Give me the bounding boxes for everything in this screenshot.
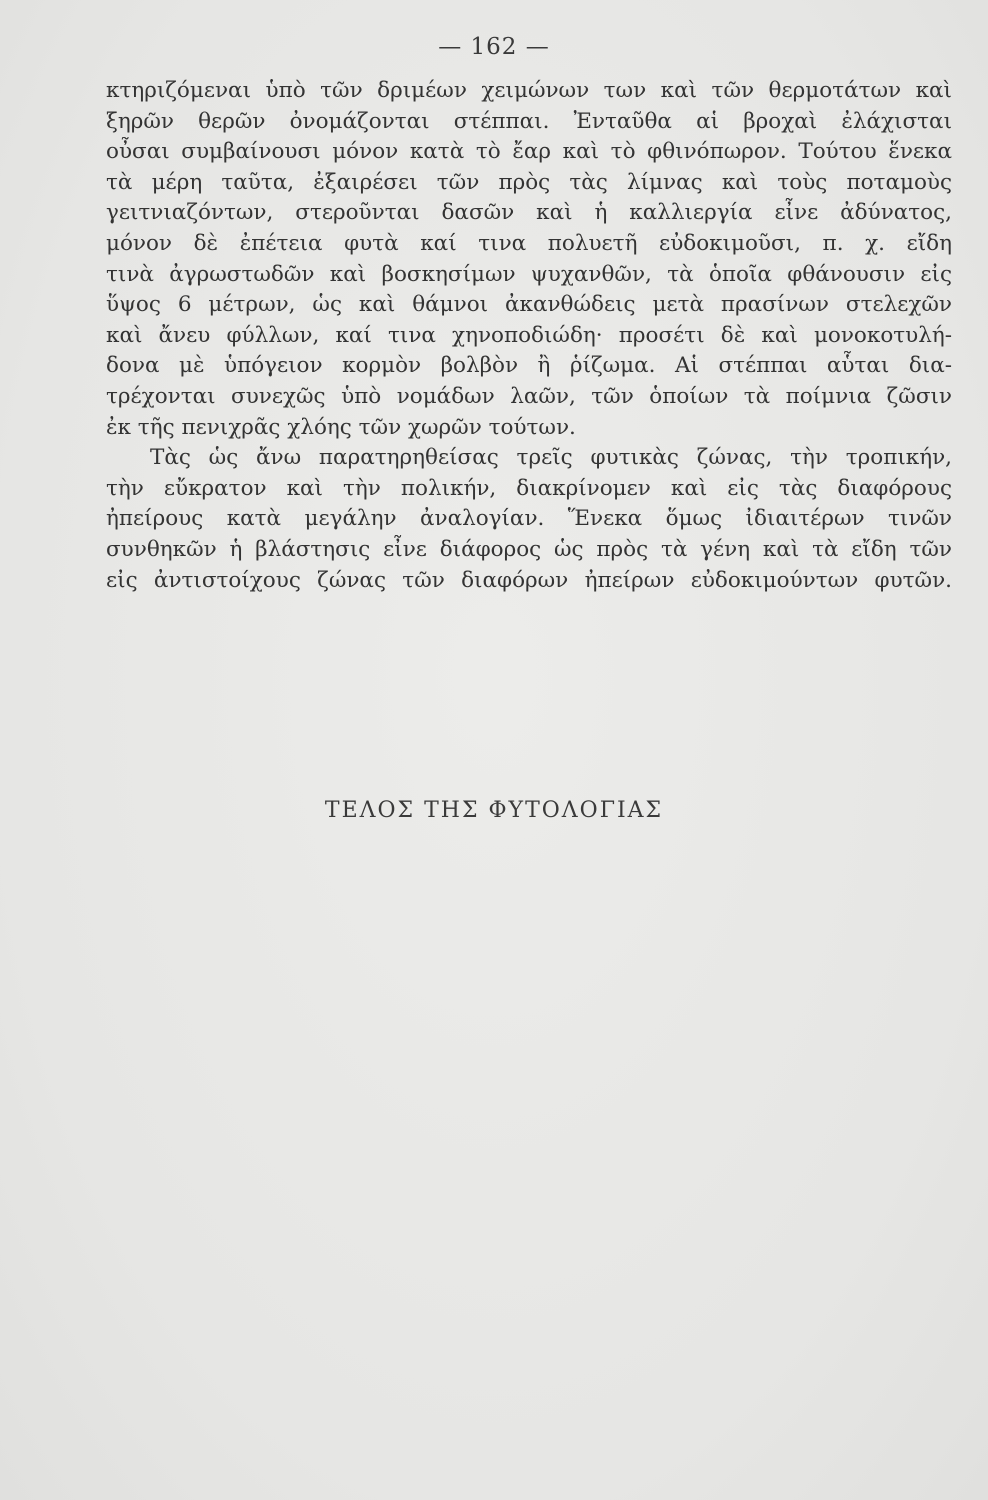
text-line: τὰ μέρη ταῦτα, ἐξαιρέσει τῶν πρὸς τὰς λίμνας καὶ τοὺς ποταμοὺς xyxy=(106,169,952,195)
text-line: ἐκ τῆς πενιχρᾶς χλόης τῶν χωρῶν τούτων. xyxy=(106,414,576,440)
text-line: τινὰ ἀγρωστωδῶν καὶ βοσκησίμων ψυχανθῶν, τὰ ὁποῖα φθάνουσιν εἰς xyxy=(106,261,952,287)
text-line: οὖσαι συμβαίνουσι μόνον κατὰ τὸ ἔαρ καὶ τὸ φθινόπωρον. Τούτου ἕνεκα xyxy=(106,139,952,165)
text-line: τὴν εὔκρατον καὶ τὴν πολικήν, διακρίνομεν καὶ εἰς τὰς διαφόρους xyxy=(106,475,952,501)
text-line: μόνον δὲ ἐπέτεια φυτὰ καί τινα πολυετῆ εὐδοκιμοῦσι, π. χ. εἴδη xyxy=(106,230,952,256)
text-line: ἠπείρους κατὰ μεγάλην ἀναλογίαν. Ἕνεκα ὅμως ἰδιαιτέρων τινῶν xyxy=(106,506,952,532)
text-line: ξηρῶν θερῶν ὀνομάζονται στέππαι. Ἐνταῦθα αἱ βροχαὶ ἐλάχισται xyxy=(106,108,952,134)
text-line: δονα μὲ ὑπόγειον κορμὸν βολβὸν ἢ ῥίζωμα. Αἱ στέππαι αὗται δια- xyxy=(106,353,952,379)
text-line: κτηριζόμεναι ὑπὸ τῶν δριμέων χειμώνων των καὶ τῶν θερμοτάτων καὶ xyxy=(106,78,952,103)
end-title: ΤΕΛΟΣ ΤΗΣ ΦΥΤΟΛΟΓΙΑΣ xyxy=(324,798,664,823)
text-line: ὕψος 6 μέτρων, ὡς καὶ θάμνοι ἀκανθώδεις μετὰ πρασίνων στελεχῶν xyxy=(106,292,952,318)
text-line: Τὰς ὡς ἄνω παρατηρηθείσας τρεῖς φυτικὰς ζώνας, τὴν τροπικήν, xyxy=(150,445,952,471)
body-text xyxy=(106,76,952,596)
text-line: τρέχονται συνεχῶς ὑπὸ νομάδων λαῶν, τῶν ὁποίων τὰ ποίμνια ζῶσιν xyxy=(106,383,952,409)
page-number: — 162 — xyxy=(438,34,550,60)
text-line: γειτνιαζόντων, στεροῦνται δασῶν καὶ ἡ καλλιεργία εἶνε ἀδύνατος, xyxy=(106,200,952,226)
text-line: συνθηκῶν ἡ βλάστησις εἶνε διάφορος ὡς πρὸς τὰ γένη καὶ τὰ εἴδη τῶν xyxy=(106,536,952,562)
text-line: καὶ ἄνευ φύλλων, καί τινα χηνοποδιώδη· προσέτι δὲ καὶ μονοκοτυλή- xyxy=(106,322,952,348)
text-line: εἰς ἀντιστοίχους ζώνας τῶν διαφόρων ἠπείρων εὐδοκιμούντων φυτῶν. xyxy=(106,567,952,593)
